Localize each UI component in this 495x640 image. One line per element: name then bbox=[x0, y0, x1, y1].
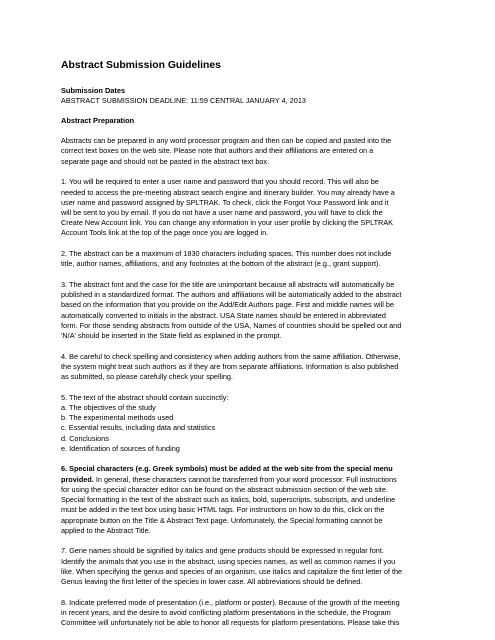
text-line: 7. Gene names should be signified by italics and gene products should be expressed in regular font. bbox=[61, 546, 384, 556]
page-title: Abstract Submission Guidelines bbox=[61, 60, 221, 71]
paragraph-8 bbox=[61, 598, 461, 629]
list-item: a. The objectives of the study bbox=[61, 402, 156, 412]
deadline-text: ABSTRACT SUBMISSION DEADLINE: 11:59 CENTRAL JANUARY 4, 2013 bbox=[61, 96, 306, 105]
text-span: In general, these characters cannot be transferred from your word processor. Full instructions bbox=[93, 474, 397, 484]
text-line: Special formatting in the text of the abstract such as italics, bold, superscripts, subscripts, and underline bbox=[61, 495, 396, 505]
text-line: Abstracts can be prepared in any word processor program and then can be copied and pasted into the bbox=[61, 136, 392, 146]
text-line: 5. The text of the abstract should contain succinctly: bbox=[61, 392, 229, 402]
list-item: c. Essential results, including data and statistics bbox=[61, 423, 216, 433]
text-line: 1. You will be required to enter a user name and password that you should record. This will also be bbox=[61, 177, 379, 187]
text-line: title, author names, affiliations, and any footnotes at the bottom of the abstract (e.g., grant support). bbox=[61, 259, 381, 269]
bold-text: provided. bbox=[61, 474, 94, 484]
text-line: correct text boxes on the web site. Please note that authors and their affiliations are entered on a bbox=[61, 146, 374, 156]
text-line: must be added in the text box using basic HTML tags. For instructions on how to do this, click on the bbox=[61, 505, 385, 515]
text-line: appropriate button on the Title & Abstract Text page. Unfortunately, the Special formatting cannot be bbox=[61, 515, 383, 525]
list-item: d. Conclusions bbox=[61, 433, 109, 443]
text-line: in recent years, and the desire to avoid conflicting platform presentations in the schedule, the Program bbox=[61, 607, 391, 617]
text-line: Create New Account link. You can change any information in your user profile by clicking the SPLTRAK bbox=[61, 218, 394, 228]
text-line: user name and password assigned by SPLTRAK. To check, click the Forgot Your Password link and it bbox=[61, 197, 389, 207]
section-heading-dates: Submission Dates bbox=[61, 86, 126, 95]
document-page bbox=[61, 60, 461, 639]
text-line: Genus leaving the first letter of the species in lower case. All abbreviations should be defined. bbox=[61, 577, 363, 587]
text-line: Identify the animals that you use in the abstract, using species names, as well as common names if you bbox=[61, 556, 396, 566]
text-line: published in a standardized format. The authors and affiliations will be automatically added to the abstract bbox=[61, 290, 402, 300]
paragraph-2 bbox=[61, 249, 461, 269]
text-line: will be sent to you by email. If you do not have a user name and password, you will have to click the bbox=[61, 207, 383, 217]
text-line: 8. Indicate preferred mode of presentation (i.e., platform or poster). Because of the growth of the meeting bbox=[61, 597, 400, 607]
text-line: separate page and should not be pasted in the abstract text box. bbox=[61, 156, 270, 166]
text-line bbox=[61, 464, 461, 474]
text-line: 2. The abstract can be a maximum of 1830 characters including spaces. This number does not include bbox=[61, 249, 392, 259]
text-line: Account Tools link at the top of the page once you are logged in. bbox=[61, 228, 269, 238]
paragraph-6 bbox=[61, 464, 461, 535]
list-item: b. The experimental methods used bbox=[61, 413, 174, 423]
intro-paragraph bbox=[61, 136, 461, 167]
text-line: 3. The abstract font and the case for the title are unimportant because all abstracts will automatically be bbox=[61, 279, 395, 289]
text-line: as submitted, so please carefully check your spelling. bbox=[61, 372, 233, 382]
text-line: based on the information that you provide on the Add/Edit Authors page. First and middle names will be bbox=[61, 300, 395, 310]
text-line: applied to the Abstract Title. bbox=[61, 525, 151, 535]
paragraph-7 bbox=[61, 546, 461, 587]
bold-text: 6. Special characters (e.g. Greek symbols) must be added at the web site from the special menu bbox=[61, 464, 393, 474]
paragraph-4 bbox=[61, 352, 461, 383]
text-line: 4. Be careful to check spelling and consistency when adding authors from the same affiliation. Otherwise, bbox=[61, 351, 401, 361]
text-line: 'N/A' should be inserted in the State field as explained in the prompt. bbox=[61, 330, 282, 340]
text-line: form. For those sending abstracts from outside of the USA, Names of countries should be spelled out and bbox=[61, 320, 402, 330]
text-line: the system might treat such authors as if they are from separate affiliations. Information is also published bbox=[61, 361, 399, 371]
text-line: automatically converted to initials in the abstract. USA State names should be entered in abbreviated bbox=[61, 310, 386, 320]
paragraph-5 bbox=[61, 393, 461, 454]
text-line bbox=[61, 475, 461, 485]
text-line: for using the special character editor can be found on the abstract submission section of the web site. bbox=[61, 484, 388, 494]
text-line: Committee will unfortunately not be able to honor all requests for platform presentations. Please take this bbox=[61, 618, 400, 628]
section-heading-preparation: Abstract Preparation bbox=[61, 116, 135, 126]
paragraph-1 bbox=[61, 177, 461, 238]
text-line: like. When specifying the genus and species of an organism, use italics and capitalize the first letter of the bbox=[61, 566, 403, 576]
text-line: needed to access the pre-meeting abstract search engine and itinerary builder. You may already have a bbox=[61, 187, 395, 197]
paragraph-3 bbox=[61, 280, 461, 341]
list-item: e. Identification of sources of funding bbox=[61, 443, 180, 453]
